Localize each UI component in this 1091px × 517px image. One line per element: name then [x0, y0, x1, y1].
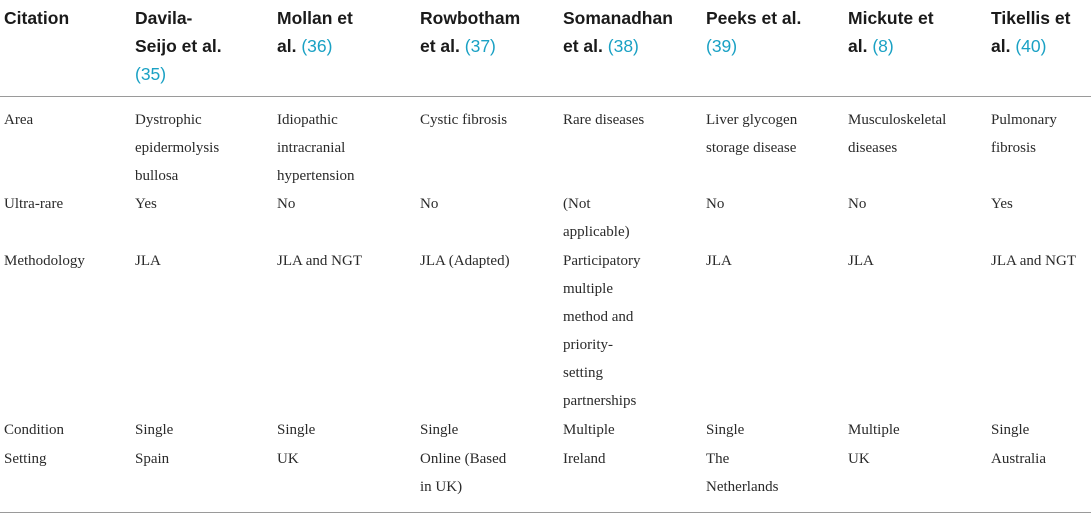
header-study-name: et al. — [563, 36, 603, 56]
header-study-name: Mollan et — [277, 8, 353, 28]
header-study-1 — [135, 4, 222, 88]
header-citation-label: Citation — [4, 8, 70, 28]
header-study-name: al. — [277, 36, 297, 56]
table-cell: Yes — [991, 196, 1013, 212]
table-cell: The Netherlands — [706, 451, 779, 495]
table-cell: Multiple — [563, 422, 615, 438]
table-cell: Single — [991, 422, 1030, 438]
reference-link[interactable]: (38) — [607, 36, 639, 56]
table-cell: Online (Based in UK) — [420, 451, 507, 495]
header-study-name: Seijo et al. — [135, 36, 222, 56]
header-study-name: Mickute et — [848, 8, 934, 28]
table-cell: JLA and NGT — [991, 253, 1076, 269]
table-cell: No — [420, 196, 439, 212]
header-study-name: Rowbotham — [420, 8, 521, 28]
header-study-6 — [848, 4, 934, 60]
table-cell: JLA — [848, 253, 874, 269]
table-cell: (Not applicable) — [563, 196, 630, 240]
table-cell: No — [277, 196, 296, 212]
table-cell: JLA (Adapted) — [420, 253, 510, 269]
table-cell: Spain — [135, 451, 170, 467]
header-study-name: al. — [848, 36, 868, 56]
row-label: Condition — [4, 422, 65, 438]
row-label: Setting — [4, 451, 47, 467]
table-cell: Dystrophic epidermolysis bullosa — [135, 112, 220, 184]
header-citation — [4, 4, 69, 32]
row-label: Area — [4, 112, 34, 128]
reference-link[interactable]: (39) — [706, 36, 738, 56]
header-study-2 — [277, 4, 353, 60]
table-cell: Musculoskeletal diseases — [848, 112, 947, 156]
table-cell: Single — [277, 422, 316, 438]
header-study-3 — [420, 4, 520, 60]
header-study-name: Davila- — [135, 8, 193, 28]
table-cell: No — [848, 196, 867, 212]
table-cell: Single — [135, 422, 174, 438]
table-cell: Idiopathic intracranial hypertension — [277, 112, 355, 184]
table-cell: Multiple — [848, 422, 900, 438]
header-study-4 — [563, 4, 673, 60]
row-label: Methodology — [4, 253, 85, 269]
table-cell: UK — [848, 451, 870, 467]
header-study-name: Tikellis et — [991, 8, 1071, 28]
header-study-7 — [991, 4, 1070, 60]
header-study-5 — [706, 4, 801, 60]
header-study-name: et al. — [420, 36, 460, 56]
table-cell: Pulmonary fibrosis — [991, 112, 1057, 156]
reference-link[interactable]: (37) — [464, 36, 496, 56]
table-cell: Participatory multiple method and priority- setting partnerships — [563, 253, 641, 409]
table-cell: Single — [706, 422, 745, 438]
table-cell: No — [706, 196, 725, 212]
header-study-name: Peeks et al. — [706, 8, 802, 28]
table-cell: JLA — [135, 253, 161, 269]
table-cell: Yes — [135, 196, 157, 212]
table-cell: Cystic fibrosis — [420, 112, 508, 128]
table-cell: JLA — [706, 253, 732, 269]
table-cell: Australia — [991, 451, 1046, 467]
reference-link[interactable]: (8) — [872, 36, 894, 56]
row-label: Ultra-rare — [4, 196, 64, 212]
reference-link[interactable]: (40) — [1015, 36, 1047, 56]
header-study-name: al. — [991, 36, 1011, 56]
table-cell: Rare diseases — [563, 112, 645, 128]
table-bottom-rule — [0, 512, 1091, 513]
table-cell: Ireland — [563, 451, 606, 467]
header-study-name: Somanadhan — [563, 8, 673, 28]
table-cell: JLA and NGT — [277, 253, 362, 269]
reference-link[interactable]: (36) — [301, 36, 333, 56]
table-cell: UK — [277, 451, 299, 467]
reference-link[interactable]: (35) — [135, 64, 167, 84]
table-header — [0, 0, 1091, 97]
table-cell: Liver glycogen storage disease — [706, 112, 798, 156]
table-cell: Single — [420, 422, 459, 438]
